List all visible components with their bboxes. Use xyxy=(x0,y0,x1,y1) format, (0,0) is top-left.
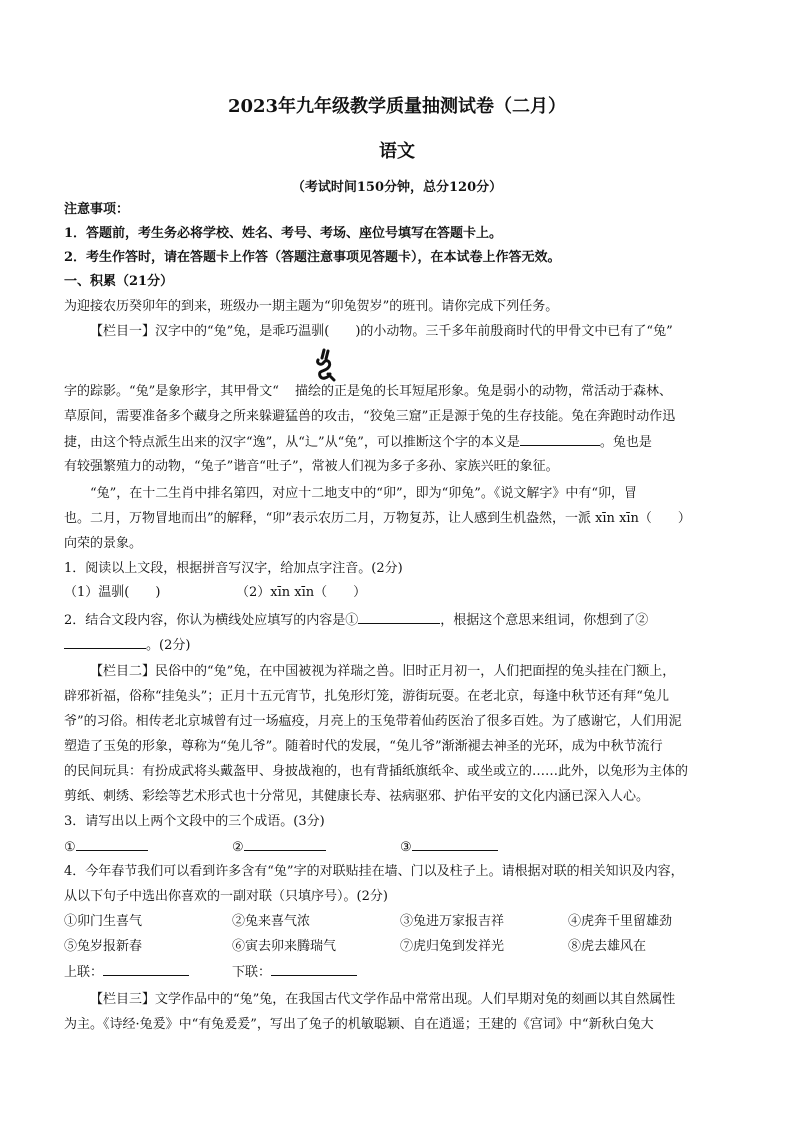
oracle-bone-rabbit-glyph xyxy=(310,348,338,384)
idiom-answer-1: ① xyxy=(64,837,148,858)
exam-info: （考试时间150分钟，总分120分） xyxy=(291,180,503,195)
column1-line-2 xyxy=(64,382,736,402)
column1-para2-line-2: 也。二月，万物冒地而出”的解释，“卯”表示农历二月，万物复苏，让人感到生机盎然，一派 xīn xīn（ ） xyxy=(64,511,691,526)
question-4-line-1: 4．今年春节我们可以看到许多含有“兔”字的对联贴挂在墙、门以及柱子上。请根据对联的相关知识及内容， xyxy=(64,864,684,879)
column2-line-3: 爷”的习俗。相传老北京城曾有过一场瘟疫，月亮上的玉兔带着仙药医治了很多百姓。为了感谢它，人们用泥 xyxy=(64,714,682,729)
column1-line-2b: 描绘的正是兔的长耳短尾形象。兔是弱小的动物，常活动于森林、 xyxy=(294,384,672,399)
idiom-answer-3: ③ xyxy=(400,837,498,858)
answer-blank[interactable] xyxy=(358,610,440,624)
section-intro: 为迎接农历癸卯年的到来，班级办一期主题为“卯兔贺岁”的班刊。请你完成下列任务。 xyxy=(64,299,559,314)
answer-blank[interactable] xyxy=(520,432,600,446)
column1-para2-line-1: “兔”，在十二生肖中排名第四，对应十二地支中的“卯”，即为“卯兔”。《说文解字》中有“卯，冒 xyxy=(90,486,638,501)
column2-line-5: 的民间玩具：有扮成武将头戴盔甲、身披战袍的，也有背插纸旗纸伞、或坐或立的……此外，以兔形为主体的 xyxy=(64,764,689,779)
question-2-line-2: 。(2分) xyxy=(64,635,736,656)
question-2-line-1: 2．结合文段内容，你认为横线处应填写的内容是① ，根据这个意思来组词，你想到了② xyxy=(64,610,736,631)
column3-line-1: 【栏目三】文学作品中的“兔”兔，在我国古代文学作品中常常出现。人们早期对兔的刻画以其自然属性 xyxy=(90,992,676,1007)
notice-item-1: 1．答题前，考生务必将学校、姓名、考号、考场、座位号填写在答题卡上。 xyxy=(64,226,503,241)
question-1-part-b: （2）xīn xīn（ ） xyxy=(236,585,367,600)
answer-blank[interactable] xyxy=(76,837,148,851)
idiom-answer-2: ② xyxy=(232,837,326,858)
column3-line-2: 为主。《诗经·兔爰》中“有兔爰爰”，写出了兔子的机敏聪颖、自在逍遥；王建的《宫词》中“新秋白兔大 xyxy=(64,1017,654,1032)
exam-title: 2023年九年级教学质量抽测试卷（二月） xyxy=(227,96,567,117)
column1-line-5: 有较强繁殖力的动物，“兔子”谐音“吐子”，常被人们视为多子多孙、家族兴旺的象征。 xyxy=(64,459,559,474)
answer-blank[interactable] xyxy=(412,837,498,851)
upper-couplet-answer: 上联： xyxy=(64,962,189,983)
column1-line-3: 草原间，需要准备多个藏身之所来躲避猛兽的攻击，“狡兔三窟”正是源于兔的生存技能。兔在奔跑时动作迅 xyxy=(64,409,676,424)
answer-blank[interactable] xyxy=(103,962,189,976)
column1-line-4: 捷，由这个特点派生出来的汉字“逸”，从“辶”从“兔”，可以推断这个字的本义是 。兔也是 xyxy=(64,432,736,453)
couplet-option: ⑦虎归兔到发祥光 xyxy=(400,939,505,954)
column2-line-1: 【栏目二】民俗中的“兔”兔，在中国被视为祥瑞之兽。旧时正月初一，人们把面捏的兔头挂在门额上， xyxy=(90,664,676,679)
answer-blank[interactable] xyxy=(244,837,326,851)
question-3-stem: 3．请写出以上两个文段中的三个成语。(3分) xyxy=(64,814,325,829)
column2-line-2: 辟邪祈福，俗称“挂兔头”；正月十五元宵节，扎兔形灯笼，游街玩耍。在老北京，每逢中秋节还有拜“兔儿 xyxy=(64,689,669,704)
answer-blank[interactable] xyxy=(64,635,146,649)
couplet-option: ②兔来喜气浓 xyxy=(232,914,311,929)
couplet-option: ①卯门生喜气 xyxy=(64,914,143,929)
question-4-line-2: 从以下句子中选出你喜欢的一副对联（只填序号）。(2分) xyxy=(64,889,388,904)
column1-para2-line-3: 向荣的景象。 xyxy=(64,536,143,551)
notice-heading: 注意事项： xyxy=(64,202,130,217)
couplet-option: ④虎奔千里留雄劲 xyxy=(568,914,673,929)
couplet-option: ⑤兔岁报新春 xyxy=(64,939,143,954)
couplet-option: ⑧虎去雄风在 xyxy=(568,939,647,954)
question-1-stem: 1．阅读以上文段，根据拼音写汉字，给加点字注音。(2分) xyxy=(64,561,403,576)
couplet-option: ⑥寅去卯来腾瑞气 xyxy=(232,939,337,954)
couplet-option: ③兔进万家报吉祥 xyxy=(400,914,505,929)
answer-blank[interactable] xyxy=(271,962,357,976)
lower-couplet-answer: 下联： xyxy=(232,962,357,983)
notice-item-2: 2．考生作答时，请在答题卡上作答（答题注意事项见答题卡），在本试卷上作答无效。 xyxy=(64,250,561,265)
column2-line-6: 剪纸、刺绣、彩绘等艺术形式也十分常见，其健康长寿、祛病驱邪、护佑平安的文化内涵已深入人心。 xyxy=(64,789,650,804)
exam-subject: 语文 xyxy=(379,141,415,162)
question-1-part-a: （1）温驯( ) xyxy=(64,585,161,600)
column2-line-4: 塑造了玉兔的形象，尊称为“兔儿爷”。随着时代的发展，“兔儿爷”渐渐褪去神圣的光环，成为中秋节流行 xyxy=(64,739,663,754)
column1-line-1: 【栏目一】汉字中的“兔”兔，是乖巧温驯( )的小动物。三千多年前殷商时代的甲骨文中已有了“兔” xyxy=(90,324,673,339)
section-heading: 一、积累（21分） xyxy=(64,274,174,289)
column1-line-2a: 字的踪影。“兔”是象形字，其甲骨文“ xyxy=(64,384,279,399)
